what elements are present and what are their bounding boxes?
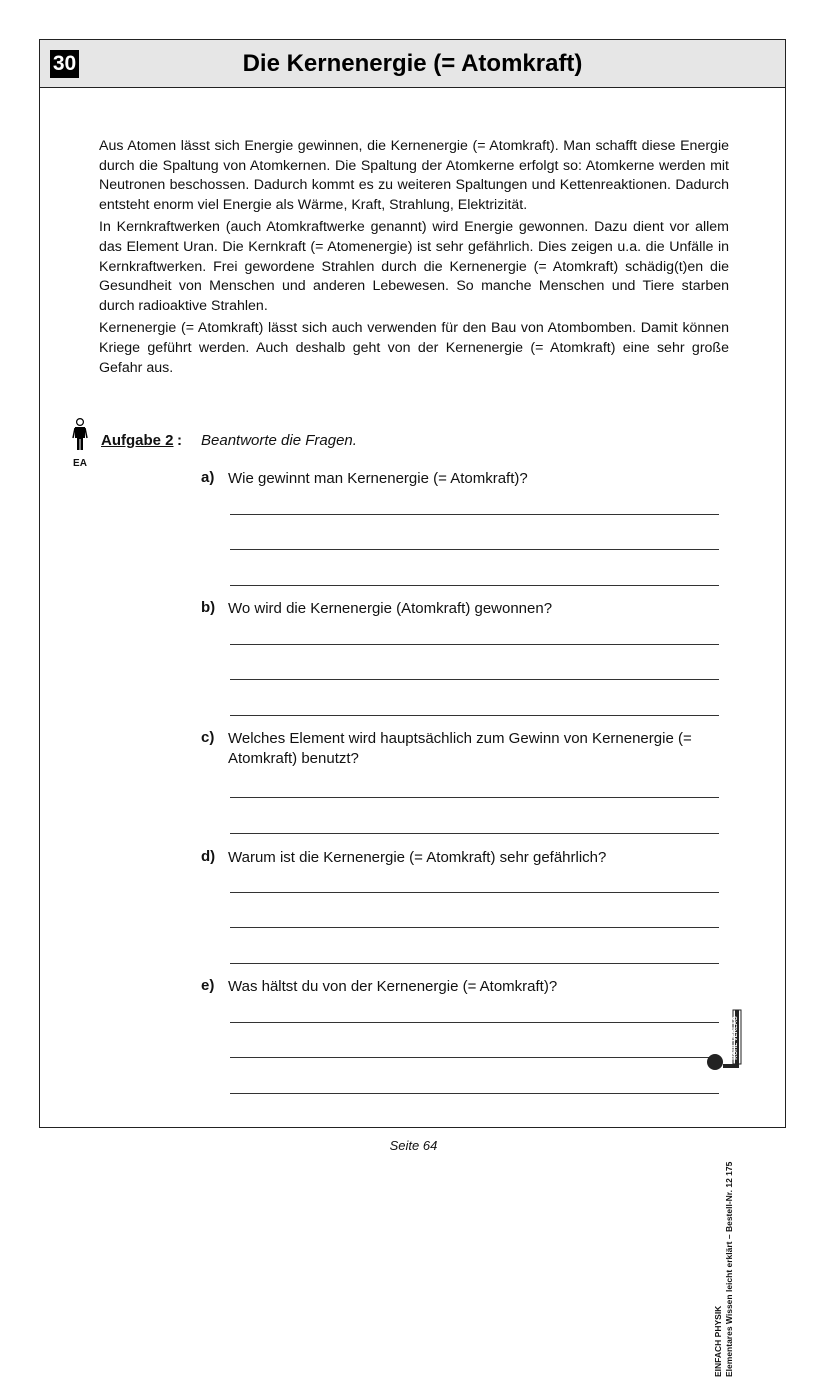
- question-e-letter: e): [201, 977, 215, 994]
- answer-line[interactable]: [230, 833, 719, 834]
- question-d-letter: d): [201, 848, 216, 865]
- header-bar: [40, 40, 785, 88]
- intro-paragraph-1: Aus Atomen lässt sich Energie gewinnen, die Kernenergie (= Atomkraft). Man schafft diese Energie durch die Spaltung von Atomkernen. Die Spaltung der Atomkerne erfolgt so: Atomkerne werden mit Neutronen beschossen. Dadurch kommt es zu weiteren Spaltungen und Kettenreaktionen. Dadurch entsteht enorm viel Energie als Wärme, Kraft, Strahlung, Elektrizität.: [99, 138, 729, 213]
- answer-line[interactable]: [230, 1093, 719, 1094]
- answer-line[interactable]: [230, 679, 719, 680]
- question-b-text: Wo wird die Kernenergie (Atomkraft) gewonnen?: [228, 600, 553, 617]
- side-rotated-text: [713, 1027, 751, 1377]
- page-title: Die Kernenergie (= Atomkraft): [242, 50, 583, 77]
- intro-paragraph-2: In Kernkraftwerken (auch Atomkraftwerke genannt) wird Energie gewonnen. Dazu dient vor allem das Element Uran. Die Kernkraft (= Atomenergie) ist sehr gefährlich. Dies zeigen u.a. die Unfälle in Kernkraftwerken. Frei gewordene Strahlen durch die Kernenergie (= Atomkraft) schädig(t)en die Gesundheit von Menschen und anderen Lebewesen. So manche Menschen und Tiere starben durch radioaktive Strahlen.: [99, 219, 729, 314]
- ea-badge: EA: [73, 458, 87, 469]
- page-number-badge: 30: [50, 50, 79, 78]
- answer-line[interactable]: [230, 927, 719, 928]
- question-c-text: Welches Element wird hauptsächlich zum Gewinn von Kernenergie (= Atomkraft) benutzt?: [228, 730, 692, 767]
- answer-line[interactable]: [230, 585, 719, 586]
- page-footer: Seite 64: [389, 1138, 438, 1153]
- question-e-text: Was hältst du von der Kernenergie (= Atomkraft)?: [228, 978, 558, 995]
- person-icon: [71, 418, 89, 452]
- question-a-text: Wie gewinnt man Kernenergie (= Atomkraft)?: [228, 470, 528, 487]
- publisher-logo-icon: [705, 1002, 745, 1072]
- answer-line[interactable]: [230, 514, 719, 515]
- question-d-text: Warum ist die Kernenergie (= Atomkraft) sehr gefährlich?: [228, 849, 607, 866]
- task-colon: :: [177, 432, 182, 449]
- side-series-title: EINFACH PHYSIK: [713, 1305, 723, 1377]
- answer-line[interactable]: [230, 549, 719, 550]
- answer-line[interactable]: [230, 1057, 719, 1058]
- answer-line[interactable]: [230, 644, 719, 645]
- question-c-letter: c): [201, 729, 215, 746]
- intro-text: [99, 137, 729, 381]
- task-label: Aufgabe 2: [101, 432, 174, 449]
- question-a-letter: a): [201, 469, 215, 486]
- side-order-info: Elementares Wissen leicht erklärt – Bestell-Nr. 12 175: [724, 1161, 734, 1377]
- answer-line[interactable]: [230, 1022, 719, 1023]
- answer-line[interactable]: [230, 892, 719, 893]
- answer-line[interactable]: [230, 963, 719, 964]
- intro-paragraph-3: Kernenergie (= Atomkraft) lässt sich auch verwenden für den Bau von Atombomben. Damit können Kriege geführt werden. Auch deshalb geht von der Kernenergie (= Atomkraft) eine sehr große Gefahr aus.: [99, 320, 729, 376]
- worksheet-frame: [39, 39, 786, 1128]
- answer-line[interactable]: [230, 797, 719, 798]
- answer-line[interactable]: [230, 715, 719, 716]
- task-instruction: Beantworte die Fragen.: [201, 432, 357, 449]
- logo-text: KOHL VERLAG: [733, 1016, 739, 1060]
- question-b-letter: b): [201, 599, 216, 616]
